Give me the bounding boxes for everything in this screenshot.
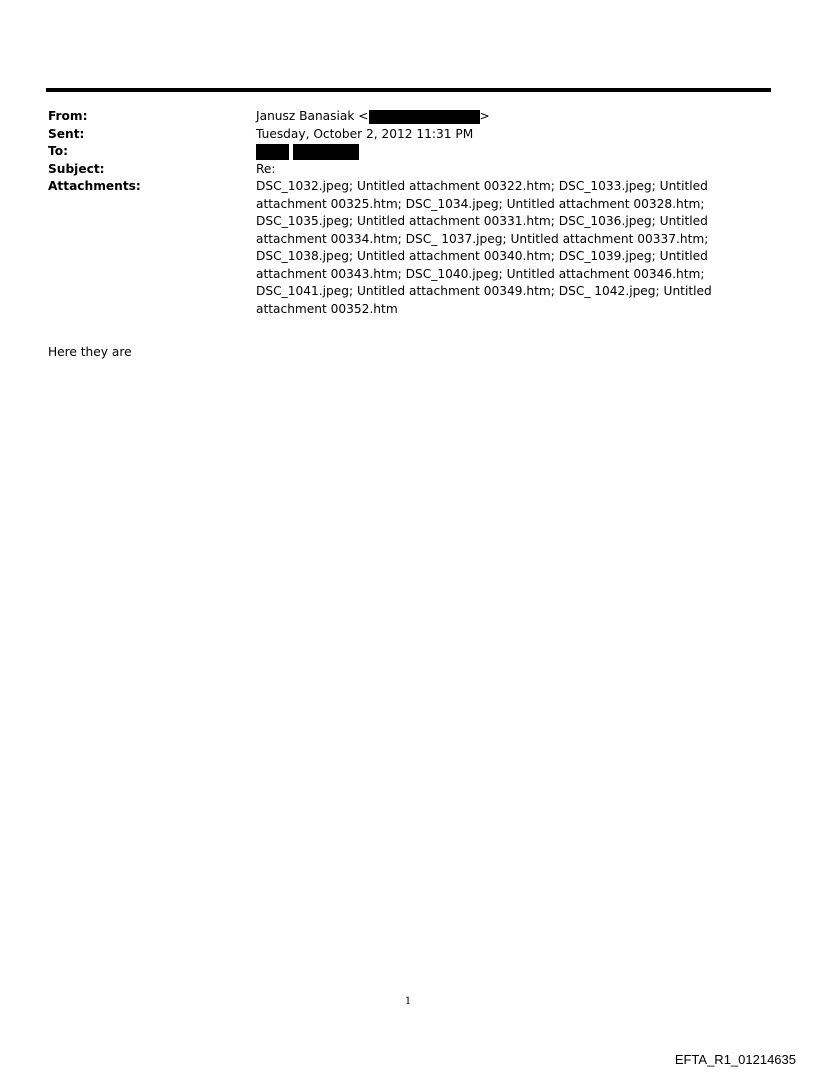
to-value: [256, 143, 768, 161]
to-row: [48, 143, 768, 161]
redacted-recipient-block: [256, 144, 289, 160]
sent-value: Tuesday, October 2, 2012 11:31 PM: [256, 126, 474, 141]
subject-value: Re:: [256, 161, 276, 176]
from-suffix: >: [479, 109, 490, 123]
attachments-row: [48, 178, 768, 318]
from-name: Janusz Banasiak <: [256, 109, 369, 123]
from-value: [256, 108, 768, 126]
to-label: To:: [48, 144, 68, 158]
email-body: Here they are: [48, 345, 132, 359]
redacted-email-block: [369, 110, 480, 124]
page-number: 1: [404, 996, 412, 1007]
header-rule: [46, 88, 771, 92]
from-row: [48, 108, 768, 126]
attachments-label: Attachments:: [48, 179, 141, 193]
sent-row: [48, 126, 768, 144]
subject-row: [48, 161, 768, 179]
subject-label: Subject:: [48, 161, 105, 176]
redacted-recipient-block: [293, 144, 359, 160]
from-label: From:: [48, 109, 88, 123]
document-id: EFTA_R1_01214635: [674, 1052, 796, 1067]
sent-label: Sent:: [48, 126, 85, 141]
email-header: [48, 108, 768, 318]
attachments-list: DSC_1032.jpeg; Untitled attachment 00322.htm; DSC_1033.jpeg; Untitled attachment 00325.htm; DSC_1034.jpeg; Untitled attachment 00328.htm; DSC_1035.jpeg; Untitled attachment 00331.htm; DSC_1036.jpeg; Untitled attachment 00334.htm; DSC_ 1037.jpeg; Untitled attachment 00337.htm; DSC_1038.jpeg; Untitled attachment 00340.htm; DSC_1039.jpeg; Untitled attachment 00343.htm; DSC_1040.jpeg; Untitled attachment 00346.htm; DSC_1041.jpeg; Untitled attachment 00349.htm; DSC_ 1042.jpeg; Untitled attachment 00352.htm: [256, 179, 712, 316]
